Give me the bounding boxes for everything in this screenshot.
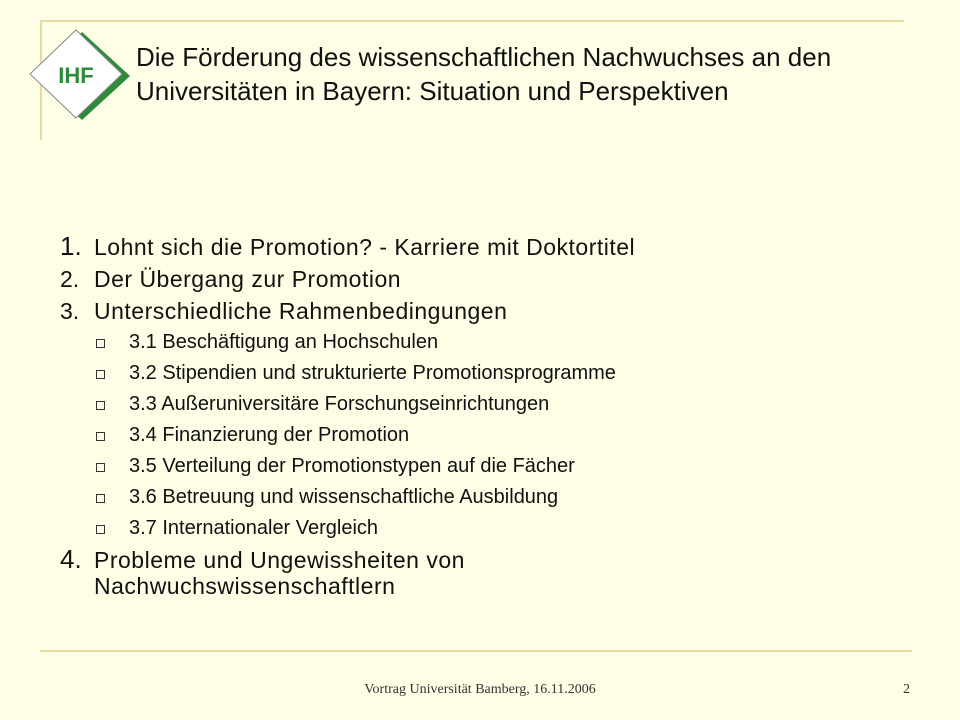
sub-item	[96, 451, 920, 482]
item-text: Probleme und Ungewissheiten von Nachwuchswissenschaftlern	[94, 547, 465, 599]
list-item	[60, 230, 920, 263]
item-text: Lohnt sich die Promotion? - Karriere mit Doktortitel	[94, 234, 636, 260]
sub-item-text: 3.2 Stipendien und strukturierte Promotionsprogramme	[129, 362, 616, 384]
sub-item-text: 3.1 Beschäftigung an Hochschulen	[129, 331, 439, 353]
item-text: Der Übergang zur Promotion	[94, 266, 402, 292]
sub-item	[96, 389, 920, 420]
square-bullet-icon	[96, 432, 105, 441]
square-bullet-icon	[96, 494, 105, 503]
square-bullet-icon	[96, 370, 105, 379]
item-number: 1.	[60, 231, 82, 261]
sub-item	[96, 327, 920, 358]
sub-item-text: 3.4 Finanzierung der Promotion	[129, 424, 410, 446]
list-item	[60, 295, 920, 327]
sub-item-text: 3.5 Verteilung der Promotionstypen auf die Fächer	[129, 455, 575, 477]
list-item	[60, 546, 920, 599]
sub-item-text: 3.3 Außeruniversitäre Forschungseinrichtungen	[129, 393, 550, 415]
sub-item	[96, 358, 920, 389]
top-rule	[40, 20, 904, 22]
page-number: 2	[903, 682, 910, 697]
item-text: Unterschiedliche Rahmenbedingungen	[94, 298, 508, 324]
item-number: 3.	[60, 298, 80, 324]
sub-item-text: 3.7 Internationaler Vergleich	[129, 517, 379, 539]
ihf-logo	[26, 26, 134, 126]
sub-item	[96, 482, 920, 513]
footer-text: Vortrag Universität Bamberg, 16.11.2006	[364, 682, 596, 697]
slide-title: Die Förderung des wissenschaftlichen Nachwuchses an den Universitäten in Bayern: Situation und Perspektiven	[136, 42, 832, 106]
square-bullet-icon	[96, 339, 105, 348]
sub-item-text: 3.6 Betreuung und wissenschaftliche Ausbildung	[129, 486, 559, 508]
logo-text: IHF	[58, 63, 94, 88]
item-number: 2.	[60, 266, 80, 292]
square-bullet-icon	[96, 463, 105, 472]
bottom-rule	[40, 650, 912, 652]
agenda-list	[60, 230, 920, 599]
list-item	[60, 263, 920, 295]
sub-item	[96, 513, 920, 544]
sub-item	[96, 420, 920, 451]
item-number: 4.	[60, 544, 82, 574]
square-bullet-icon	[96, 401, 105, 410]
square-bullet-icon	[96, 525, 105, 534]
